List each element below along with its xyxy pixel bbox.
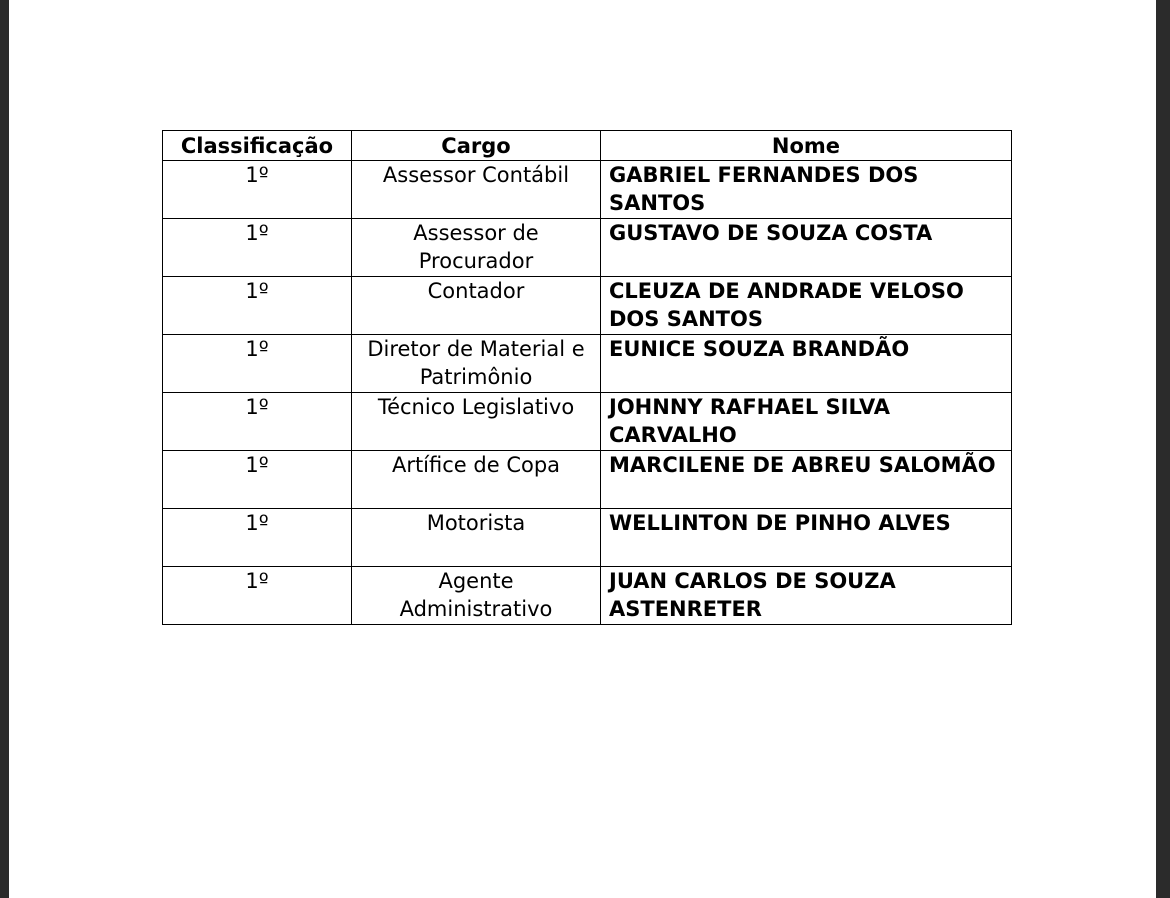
table-row (163, 277, 1012, 335)
cell-cargo: Assessor Contábil (352, 161, 601, 219)
cell-classificacao: 1º (163, 393, 352, 451)
header-nome: Nome (601, 131, 1012, 161)
header-row (163, 131, 1012, 161)
cell-cargo: Motorista (352, 509, 601, 567)
cell-classificacao: 1º (163, 161, 352, 219)
table-row (163, 161, 1012, 219)
cell-nome: JOHNNY RAFHAEL SILVA CARVALHO (601, 393, 1012, 451)
table-row (163, 393, 1012, 451)
cell-nome: EUNICE SOUZA BRANDÃO (601, 335, 1012, 393)
cell-classificacao: 1º (163, 451, 352, 509)
cell-classificacao: 1º (163, 277, 352, 335)
cell-cargo: Contador (352, 277, 601, 335)
cell-classificacao: 1º (163, 219, 352, 277)
cell-nome: GUSTAVO DE SOUZA COSTA (601, 219, 1012, 277)
cell-cargo: Agente Administrativo (352, 567, 601, 625)
cell-classificacao: 1º (163, 335, 352, 393)
cell-nome: JUAN CARLOS DE SOUZA ASTENRETER (601, 567, 1012, 625)
header-cargo: Cargo (352, 131, 601, 161)
table-row (163, 219, 1012, 277)
table-row (163, 509, 1012, 567)
table-row (163, 451, 1012, 509)
cell-nome: WELLINTON DE PINHO ALVES (601, 509, 1012, 567)
cell-nome: MARCILENE DE ABREU SALOMÃO (601, 451, 1012, 509)
table-row (163, 567, 1012, 625)
table-row (163, 335, 1012, 393)
cell-cargo: Técnico Legislativo (352, 393, 601, 451)
header-classificacao: Classificação (163, 131, 352, 161)
left-viewer-border (0, 0, 9, 898)
right-viewer-border (1156, 0, 1170, 898)
cell-nome: CLEUZA DE ANDRADE VELOSO DOS SANTOS (601, 277, 1012, 335)
cell-nome: GABRIEL FERNANDES DOS SANTOS (601, 161, 1012, 219)
cell-classificacao: 1º (163, 509, 352, 567)
cell-cargo: Diretor de Material e Patrimônio (352, 335, 601, 393)
document-page (9, 0, 1156, 898)
cell-cargo: Assessor de Procurador (352, 219, 601, 277)
results-table (162, 130, 1012, 625)
cell-classificacao: 1º (163, 567, 352, 625)
cell-cargo: Artífice de Copa (352, 451, 601, 509)
